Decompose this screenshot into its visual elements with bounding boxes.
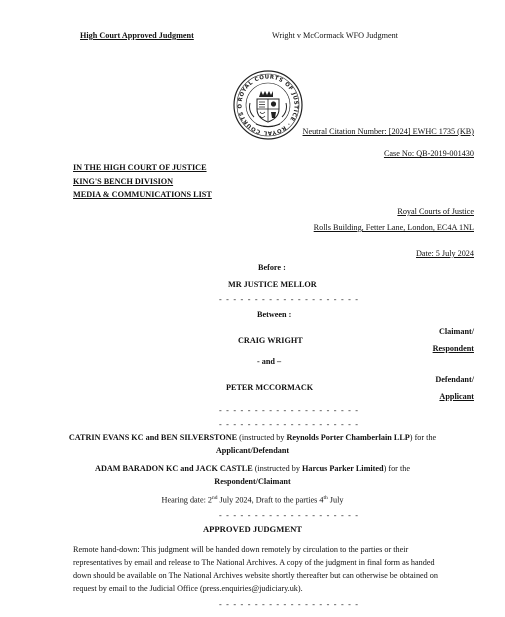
remote-line-3: down should be available on The National Archives website shortly thereafter but can otherwise be obtained on	[73, 571, 438, 580]
header-left: High Court Approved Judgment	[80, 31, 194, 40]
defendant-role-1: Defendant/	[435, 375, 474, 384]
approved-judgment-title: APPROVED JUDGMENT	[202, 524, 303, 534]
header-right: Wright v McCormack WFO Judgment	[272, 31, 398, 40]
between-label: Between :	[257, 310, 292, 319]
counsel-respondent-party: Respondent/Claimant	[214, 477, 291, 486]
hearing-suffix: July	[327, 495, 344, 505]
counsel-applicant-firm: Reynolds Porter Chamberlain LLP	[286, 433, 410, 442]
court-line-1: IN THE HIGH COURT OF JUSTICE	[73, 163, 207, 172]
separator-4: - - - - - - - - - - - - - - - - - - - -	[219, 511, 360, 520]
claimant-role-1: Claimant/	[438, 327, 474, 336]
counsel-applicant-names: CATRIN EVANS KC and BEN SILVERSTONE	[68, 433, 238, 442]
judge-name: MR JUSTICE MELLOR	[228, 280, 317, 289]
instructed-close: ) for the	[383, 464, 410, 473]
court-line-2: KING'S BENCH DIVISION	[73, 177, 174, 186]
remote-line-4: request by email to the Judicial Office (press.enquiries@judiciary.uk).	[73, 584, 303, 593]
instructed-open: (instructed by	[237, 433, 287, 442]
claimant-name: CRAIG WRIGHT	[238, 336, 303, 345]
remote-hand-down-note	[73, 543, 475, 595]
court-line-3: MEDIA & COMMUNICATIONS LIST	[73, 190, 212, 199]
instructed-open: (instructed by	[252, 464, 303, 473]
claimant-role-2: Respondent	[432, 344, 474, 353]
hearing-sup-1: nd	[212, 495, 218, 501]
separator-2: - - - - - - - - - - - - - - - - - - - -	[219, 406, 360, 415]
separator-3: - - - - - - - - - - - - - - - - - - - -	[219, 420, 360, 429]
counsel-respondent-names: ADAM BARADON KC and JACK CASTLE	[95, 464, 253, 473]
venue-name: Royal Courts of Justice	[397, 207, 474, 216]
hearing-sup-2: th	[323, 495, 328, 501]
counsel-respondent-firm: Harcus Parker Limited	[302, 464, 384, 473]
hearing-prefix: Hearing date: 2	[161, 495, 212, 505]
counsel-applicant-party: Applicant/Defendant	[215, 446, 290, 455]
hearing-date	[0, 495, 505, 505]
and-label: - and –	[257, 357, 282, 366]
case-number: Case No: QB-2019-001430	[383, 149, 474, 158]
counsel-respondent-line	[0, 464, 505, 473]
judgment-date: Date: 5 July 2024	[416, 249, 474, 258]
defendant-role-2: Applicant	[439, 392, 474, 401]
remote-line-1: Remote hand-down: This judgment will be handed down remotely by circulation to the parties or their	[73, 545, 409, 554]
instructed-close: ) for the	[409, 433, 437, 442]
counsel-applicant-line	[0, 433, 505, 442]
svg-text:ROYAL COURTS OF JUSTICE · ROYA: ROYAL COURTS OF JUSTICE · ROYAL COURTS O	[237, 74, 299, 136]
separator-5: - - - - - - - - - - - - - - - - - - - -	[219, 600, 360, 609]
defendant-name: PETER MCCORMACK	[226, 383, 314, 392]
before-label: Before :	[258, 263, 286, 272]
neutral-citation: Neutral Citation Number: [2024] EWHC 1735 (KB)	[302, 127, 474, 136]
separator-1: - - - - - - - - - - - - - - - - - - - -	[219, 295, 360, 304]
court-seal-icon	[232, 69, 304, 141]
venue-address: Rolls Building, Fetter Lane, London, EC4A 1NL	[313, 223, 474, 232]
hearing-middle: July 2024, Draft to the parties 4	[217, 495, 324, 505]
remote-line-2: representatives by email and release to The National Archives. A copy of the judgment in final form as handed	[73, 558, 435, 567]
